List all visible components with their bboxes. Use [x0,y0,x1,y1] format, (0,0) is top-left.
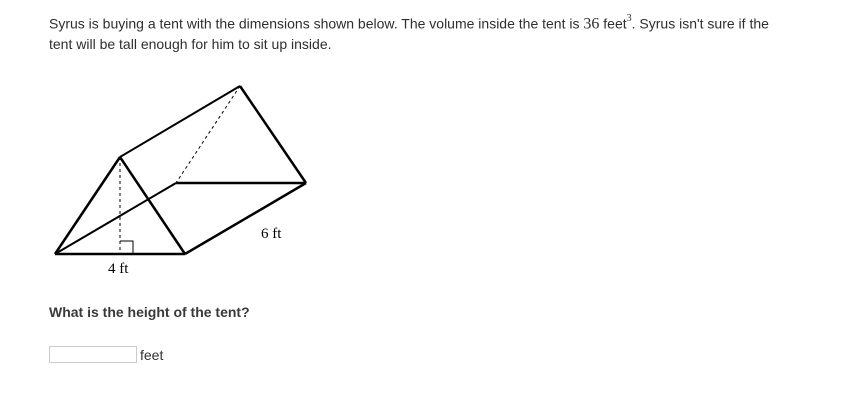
bottom-left-diagonal-edge [55,183,176,254]
front-left-edge [55,157,120,254]
problem-text-before: Syrus is buying a tent with the dimensions shown below. The volume inside the tent is [49,15,584,32]
base-dimension-label: 4 ft [108,261,129,277]
hidden-back-apex-edge [176,86,240,183]
problem-text-after: . Syrus isn't sure if the tent will be tall enough for him to sit up inside. [49,15,769,53]
height-answer-input[interactable] [49,346,137,363]
right-angle-marker [120,241,133,254]
bottom-right-edge [185,183,306,254]
volume-unit: feet [603,15,627,32]
front-right-edge [120,157,185,254]
volume-exponent: 3 [626,13,632,24]
length-dimension-label: 6 ft [261,226,282,242]
answer-unit-label: feet [140,346,164,363]
question-text: What is the height of the tent? [49,304,250,320]
volume-value: 36 [583,15,600,33]
back-right-edge [240,86,306,183]
answer-row [49,346,163,363]
ridge-edge [120,86,240,157]
